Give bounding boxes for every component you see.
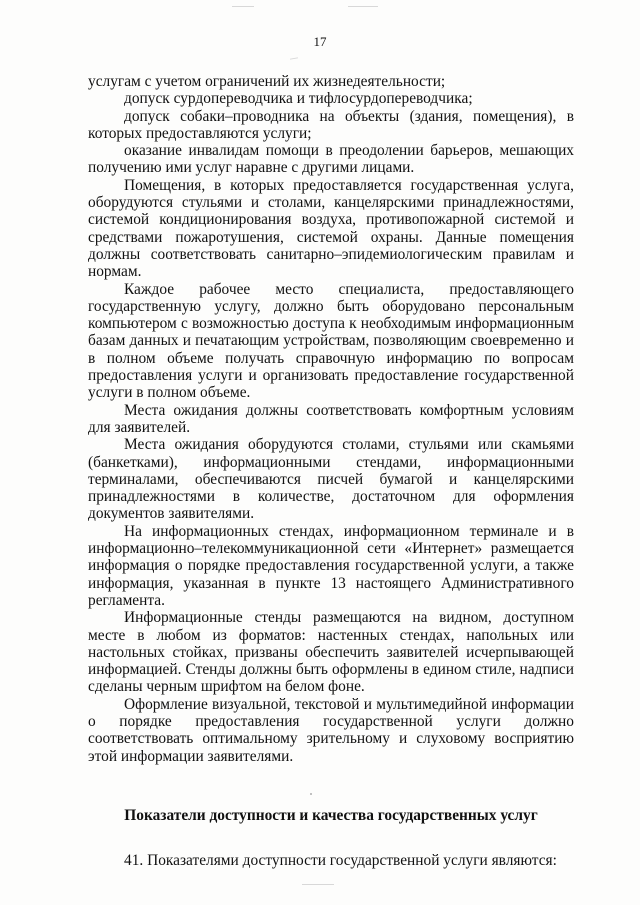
paragraph: Помещения, в которых предоставляется государственная услуга, оборудуются стульями и столами, канцелярскими принадлежностями, системой кондиционирования воздуха, противопожарной системой и средствами пожаротушения, системой охраны. Данные помещения должны соответствовать санитарно–эпидемиологическим правилам и нормам. — [88, 176, 574, 281]
paragraph: Места ожидания оборудуются столами, стульями или скамьями (банкетками), информационными стендами, информационными терминалами, обеспечиваются писчей бумагой и канцелярскими принадлежностями в количестве, достаточном для оформления документов заявителями. — [88, 436, 574, 523]
paragraph: Оформление визуальной, текстовой и мультимедийной информации о порядке предоставления государственной услуги должно соответствовать оптимальному зрительному и слуховому восприятию этой информации заявителями. — [88, 695, 574, 765]
section-heading: Показатели доступности и качества государственных услуг — [124, 807, 538, 824]
paragraph: оказание инвалидам помощи в преодолении барьеров, мешающих получению ими услуг наравне с другими лицами. — [88, 142, 574, 177]
numbered-item-41: 41. Показателями доступности государственной услуги являются: — [124, 852, 557, 869]
paragraph: Места ожидания должны соответствовать комфортным условиям для заявителей. — [88, 401, 574, 436]
scan-artifact — [310, 793, 312, 795]
scan-artifact — [232, 6, 254, 7]
paragraph: услугам с учетом ограничений их жизнедеятельности; — [88, 73, 446, 90]
paragraph: допуск собаки–проводника на объекты (здания, помещения), в которых предоставляются услуги; — [88, 107, 574, 142]
paragraph: Каждое рабочее место специалиста, предоставляющего государственную услугу, должно быть оборудовано персональным компьютером с возможностью доступа к необходимым информационным базам данных и печатающим устройствам, позволяющим своевременно и в полном объеме получать справочную информацию по вопросам предоставления услуги и организовать предоставление государственной услуги в полном объеме. — [88, 280, 574, 402]
scan-artifact — [290, 57, 298, 59]
body-text — [88, 73, 574, 765]
paragraph: Информационные стенды размещаются на видном, доступном месте в любом из форматов: настенных стендах, напольных или настольных стойках, призваны обеспечить заявителей исчерпывающей информацией. Стенды должны быть оформлены в едином стиле, надписи сделаны черным шрифтом на белом фоне. — [88, 609, 574, 696]
page-number: 17 — [313, 34, 327, 49]
scan-artifact — [302, 884, 334, 885]
paragraph: На информационных стендах, информационном терминале и в информационно–телекоммуникационной сети «Интернет» размещается информация о порядке предоставления государственной услуги, а также информация, указанная в пункте 13 настоящего Административного регламента. — [88, 522, 574, 609]
paragraph: допуск сурдопереводчика и тифлосурдопереводчика; — [124, 90, 473, 108]
scan-artifact — [348, 6, 378, 7]
